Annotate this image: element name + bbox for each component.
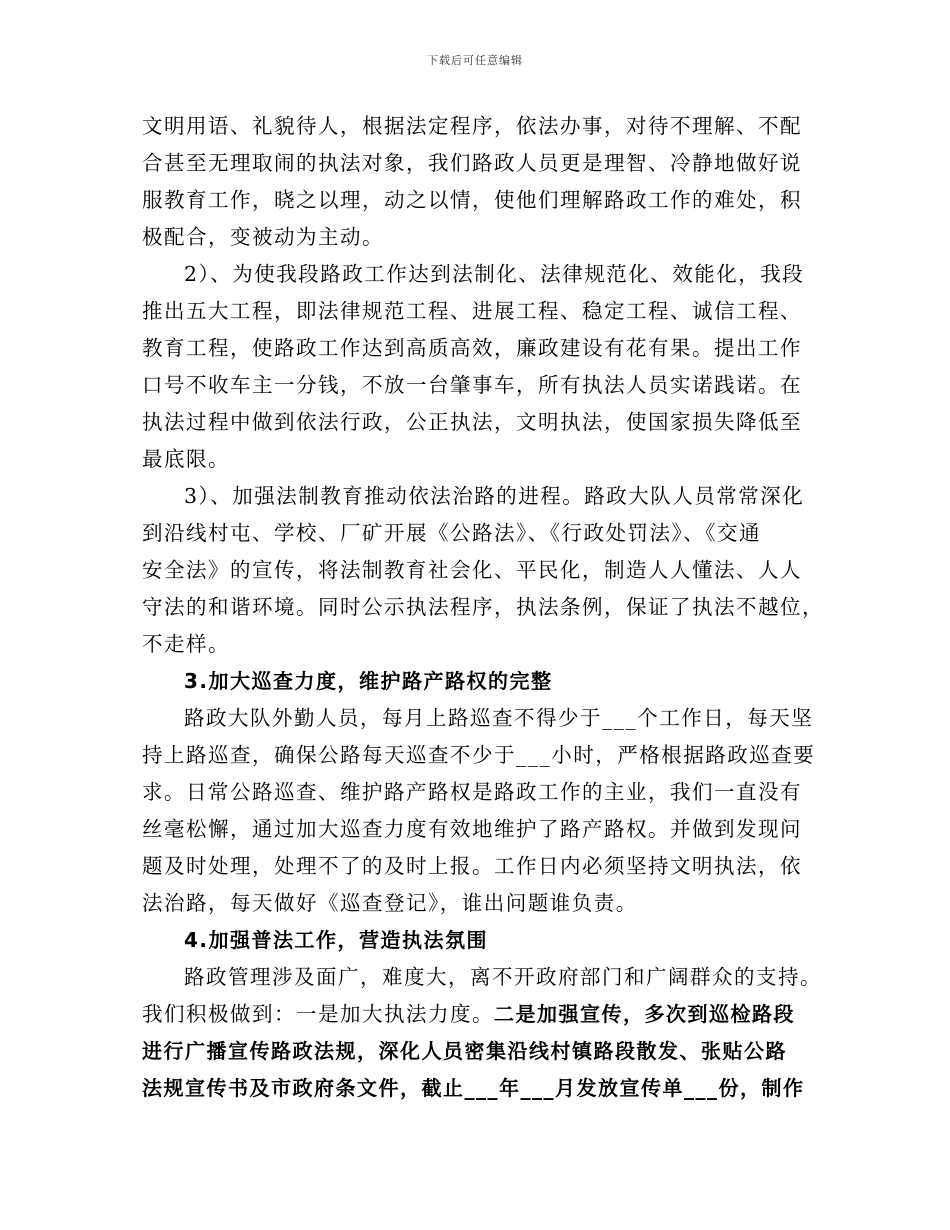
text-line [142,811,812,848]
text-line [142,737,816,774]
text-line [142,145,812,182]
text-line [142,515,812,552]
line-text: 服教育工作，晓之以理，动之以情，使他们理解路政工作的难处，积 [142,188,802,212]
line-text: 持上路巡查，确保公路每天巡查不少于___小时，严格根据路政巡查要 [142,743,816,767]
line-text: 最底限。 [142,447,230,471]
line-text: 2）、为使我段路政工作达到法制化、法律规范化、效能化，我段 [184,262,805,286]
text-line [142,367,812,404]
document-body [142,108,824,1107]
line-text: 口号不收车主一分钱，不放一台肇事车，所有执法人员实诺践诺。在 [142,373,802,397]
line-text: 我们积极做到：一是加大执法力度。 [142,1002,494,1026]
text-line [142,552,812,589]
line-text: 合甚至无理取闹的执法对象，我们路政人员更是理智、冷静地做好说 [142,151,802,175]
line-text: 教育工程，使路政工作达到高质高效，廉政建设有花有果。提出工作 [142,336,802,360]
text-line [142,441,812,478]
text-line [142,1070,812,1107]
line-text: 求。日常公路巡查、维护路产路权是路政工作的主业，我们一直没有 [142,780,802,804]
line-text: 不走样。 [142,632,230,656]
line-text: 题及时处理，处理不了的及时上报。工作日内必须坚持文明执法，依 [142,854,802,878]
text-line [142,774,812,811]
text-line [142,700,812,737]
line-text: 路政大队外勤人员，每月上路巡查不得少于___个工作日，每天坚 [184,706,814,730]
text-line [142,182,812,219]
text-line [142,256,812,293]
line-text: 3）、加强法制教育推动依法治路的进程。路政大队人员常常深化 [184,484,805,508]
section-heading [142,922,812,959]
line-text: 3.加大巡查力度，维护路产路权的完整 [184,669,553,693]
line-text: 4.加强普法工作，营造执法氛围 [184,928,489,952]
line-text: 执法过程中做到依法行政，公正执法，文明执法，使国家损失降低至 [142,410,802,434]
bold-text: 进行广播宣传路政法规，深化人员密集沿线村镇路段散发、张贴公路 [142,1039,787,1063]
bold-text: 二是加强宣传，多次到巡检路段 [494,1002,795,1026]
text-line [142,219,812,256]
line-text: 极配合，变被动为主动。 [142,225,384,249]
line-text: 推出五大工程，即法律规范工程、进展工程、稳定工程、诚信工程、 [142,299,802,323]
line-text: 安全法》的宣传，将法制教育社会化、平民化，制造人人懂法、人人 [142,558,802,582]
line-text: 文明用语、礼貌待人，根据法定程序，依法办事，对待不理解、不配 [142,114,802,138]
line-text: 法治路，每天做好《巡查登记》，谁出问题谁负责。 [142,891,638,915]
line-text: 丝毫松懈，通过加大巡查力度有效地维护了路产路权。并做到发现问 [142,817,802,841]
section-heading [142,663,812,700]
text-line [142,478,812,515]
text-line [142,293,812,330]
text-line [142,885,812,922]
text-line [142,626,812,663]
text-line [142,996,812,1033]
line-text: 路政管理涉及面广，难度大，离不开政府部门和广阔群众的支持。 [184,965,822,989]
text-line [142,848,812,885]
line-text: 守法的和谐环境。同时公示执法程序，执法条例，保证了执法不越位， [142,595,824,619]
text-line [142,959,822,996]
text-line [142,330,812,367]
text-line [142,108,812,145]
line-text: 到沿线村屯、学校、厂矿开展《公路法》、《行政处罚法》、《交通 [142,521,761,545]
page-header: 下载后可任意编辑 [427,54,523,67]
text-line [142,404,812,441]
text-line [142,1033,812,1070]
bold-text: 法规宣传书及市政府条文件，截止___年___月发放宣传单___份，制作 [142,1076,805,1100]
text-line [142,589,824,626]
